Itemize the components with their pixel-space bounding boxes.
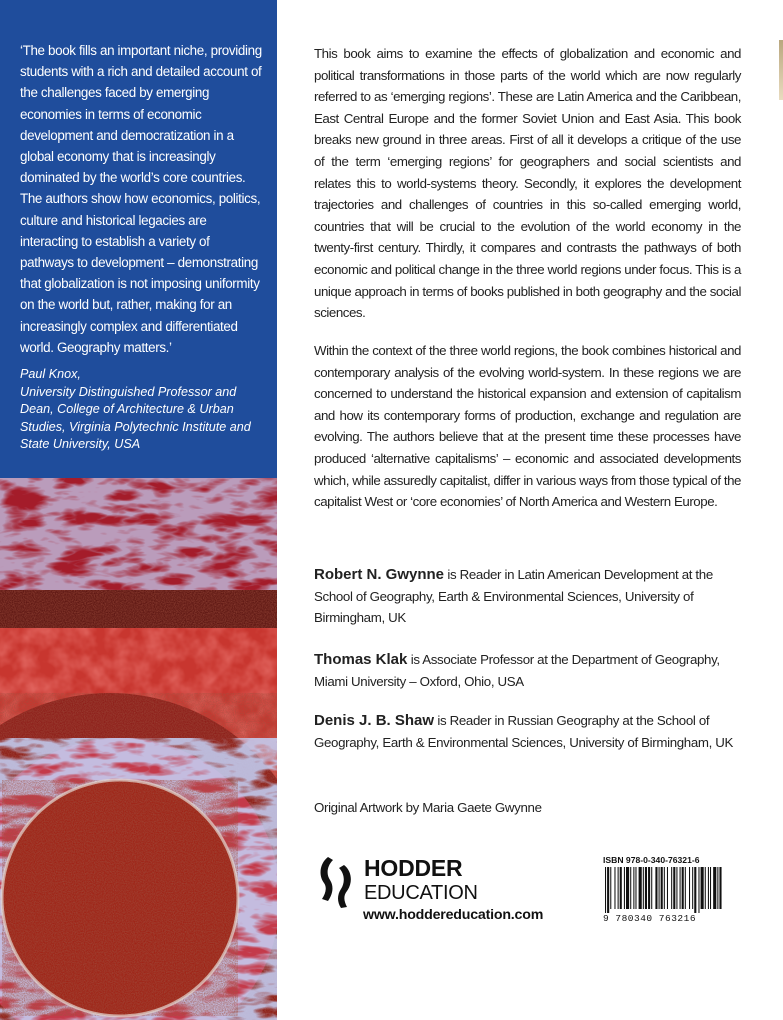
attribution-title: University Distinguished Professor and Dean, College of Architecture & Urban Studies, Virginia Polytechnic Institute and State University, USA <box>20 384 251 451</box>
cover-artwork <box>0 478 277 1020</box>
author-name: Thomas Klak <box>314 651 408 668</box>
author-bio-text: is Associate Professor at the Department of Geography, Miami University – Oxford, Ohio, USA <box>314 652 720 689</box>
barcode-bar <box>633 867 634 909</box>
barcode-bar <box>620 867 622 909</box>
barcode-bar <box>701 867 704 909</box>
description-paragraph-1: This book aims to examine the effects of globalization and economic and political transformations in those parts of the world which are now regularly referred to as ‘emerging regions’. These are Latin America and the Caribbean, East Central Europe and the former Soviet Union and East Asia. This book breaks new ground in three areas. First of all it develops a critique of the use of the term ‘emerging regions’ for geographers and social scientists and relates this to world-systems theory. Secondly, it explores the development trajectories and challenges of countries in this so-called emerging world, countries that will be crucial to the evolution of the world economy in the twenty-first century. Thirdly, it compares and contrasts the pathways of both economic and political change in the three world regions under focus. This is a unique approach in terms of books published in both geography and the social sciences. <box>314 46 741 321</box>
barcode-bar <box>624 867 625 909</box>
barcode-bar <box>680 867 681 909</box>
author-bio-2 <box>314 649 741 692</box>
page-edge <box>779 40 783 100</box>
barcode-bar <box>610 867 611 909</box>
barcode-bar <box>643 867 644 909</box>
publisher-name: HODDER <box>364 855 463 881</box>
artwork-credit: Original Artwork by Maria Gaete Gwynne <box>314 800 542 815</box>
barcode-bar <box>676 867 677 909</box>
barcode-bar <box>618 867 619 909</box>
barcode-bar <box>667 867 668 909</box>
barcode-bar <box>639 867 642 909</box>
barcode-bar <box>698 867 699 913</box>
barcode-bar <box>659 867 660 909</box>
author-name: Robert N. Gwynne <box>314 566 445 583</box>
barcode-bar <box>645 867 647 909</box>
author-name: Denis J. B. Shaw <box>314 712 435 729</box>
barcode-bar <box>685 867 686 909</box>
barcode-bar <box>655 867 657 909</box>
isbn-label: ISBN 978-0-340-76321-6 <box>603 855 700 865</box>
barcode-bar <box>661 867 663 909</box>
barcode-bar <box>713 867 716 909</box>
author-bio-text: is Reader in Russian Geography at the School of Geography, Earth & Environmental Sciences, University of Birmingham, UK <box>314 713 734 750</box>
hodder-logo-icon <box>314 853 358 909</box>
author-bio-text: is Reader in Latin American Development at the School of Geography, Earth & Environmental Sciences, University of Birmingham, UK <box>314 567 713 626</box>
barcode-bar <box>673 867 675 909</box>
barcode-bar <box>708 867 709 909</box>
endorsement-quote: ‘The book fills an important niche, providing students with a rich and detailed account of the challenges faced by emerging economies in terms of economic development and democratization in a global economy that is increasingly dominated by the world’s core countries. The authors show how economics, politics, culture and historical legacies are interacting to establish a variety of pathways to development – demonstrating that globalization is not imposing uniformity on the world but, rather, making for an increasingly complex and differentiated world. Geography matters.’ <box>20 43 262 355</box>
barcode-bar <box>664 867 665 909</box>
barcode-bar <box>630 867 631 909</box>
barcode-digits: 9 780340 763216 <box>603 913 697 924</box>
endorsement-attribution <box>20 366 265 454</box>
barcode-bars <box>603 867 725 913</box>
barcode-bar <box>607 867 609 913</box>
barcode-bar <box>719 867 721 909</box>
publisher-division: EDUCATION <box>364 882 478 904</box>
isbn-barcode <box>603 855 725 925</box>
barcode-bar <box>671 867 672 909</box>
barcode-bar <box>635 867 636 909</box>
barcode-bar <box>717 867 718 909</box>
barcode-bar <box>651 867 652 909</box>
barcode-bar <box>705 867 706 909</box>
publisher-url: www.hoddereducation.com <box>363 907 544 923</box>
barcode-bar <box>614 867 615 909</box>
attribution-name: Paul Knox, <box>20 367 81 381</box>
publisher-block <box>314 853 574 933</box>
barcode-bar <box>692 867 693 909</box>
left-panel <box>0 0 277 1020</box>
barcode-bar <box>682 867 684 909</box>
barcode-bar <box>689 867 690 909</box>
quote-panel <box>0 0 277 478</box>
barcode-bar <box>694 867 696 913</box>
barcode-bar <box>710 867 711 909</box>
description-paragraph-2: Within the context of the three world regions, the book combines historical and contemporary analysis of the evolving world-system. In these regions we are concerned to understand the historical expansion and extension of capitalism and how its contemporary forms of production, exchange and regulation are evolving. The authors believe that at the present time these processes have produced ‘alternative capitalisms’ – economic and associated developments which, while assuredly capitalist, differ in various ways from those typical of the capitalist West or ‘core economies’ of North America and Western Europe. <box>314 343 741 510</box>
barcode-bar <box>648 867 650 909</box>
author-bio-1 <box>314 564 741 629</box>
barcode-bar <box>605 867 606 913</box>
barcode-bar <box>626 867 629 909</box>
author-bio-3 <box>314 710 741 753</box>
